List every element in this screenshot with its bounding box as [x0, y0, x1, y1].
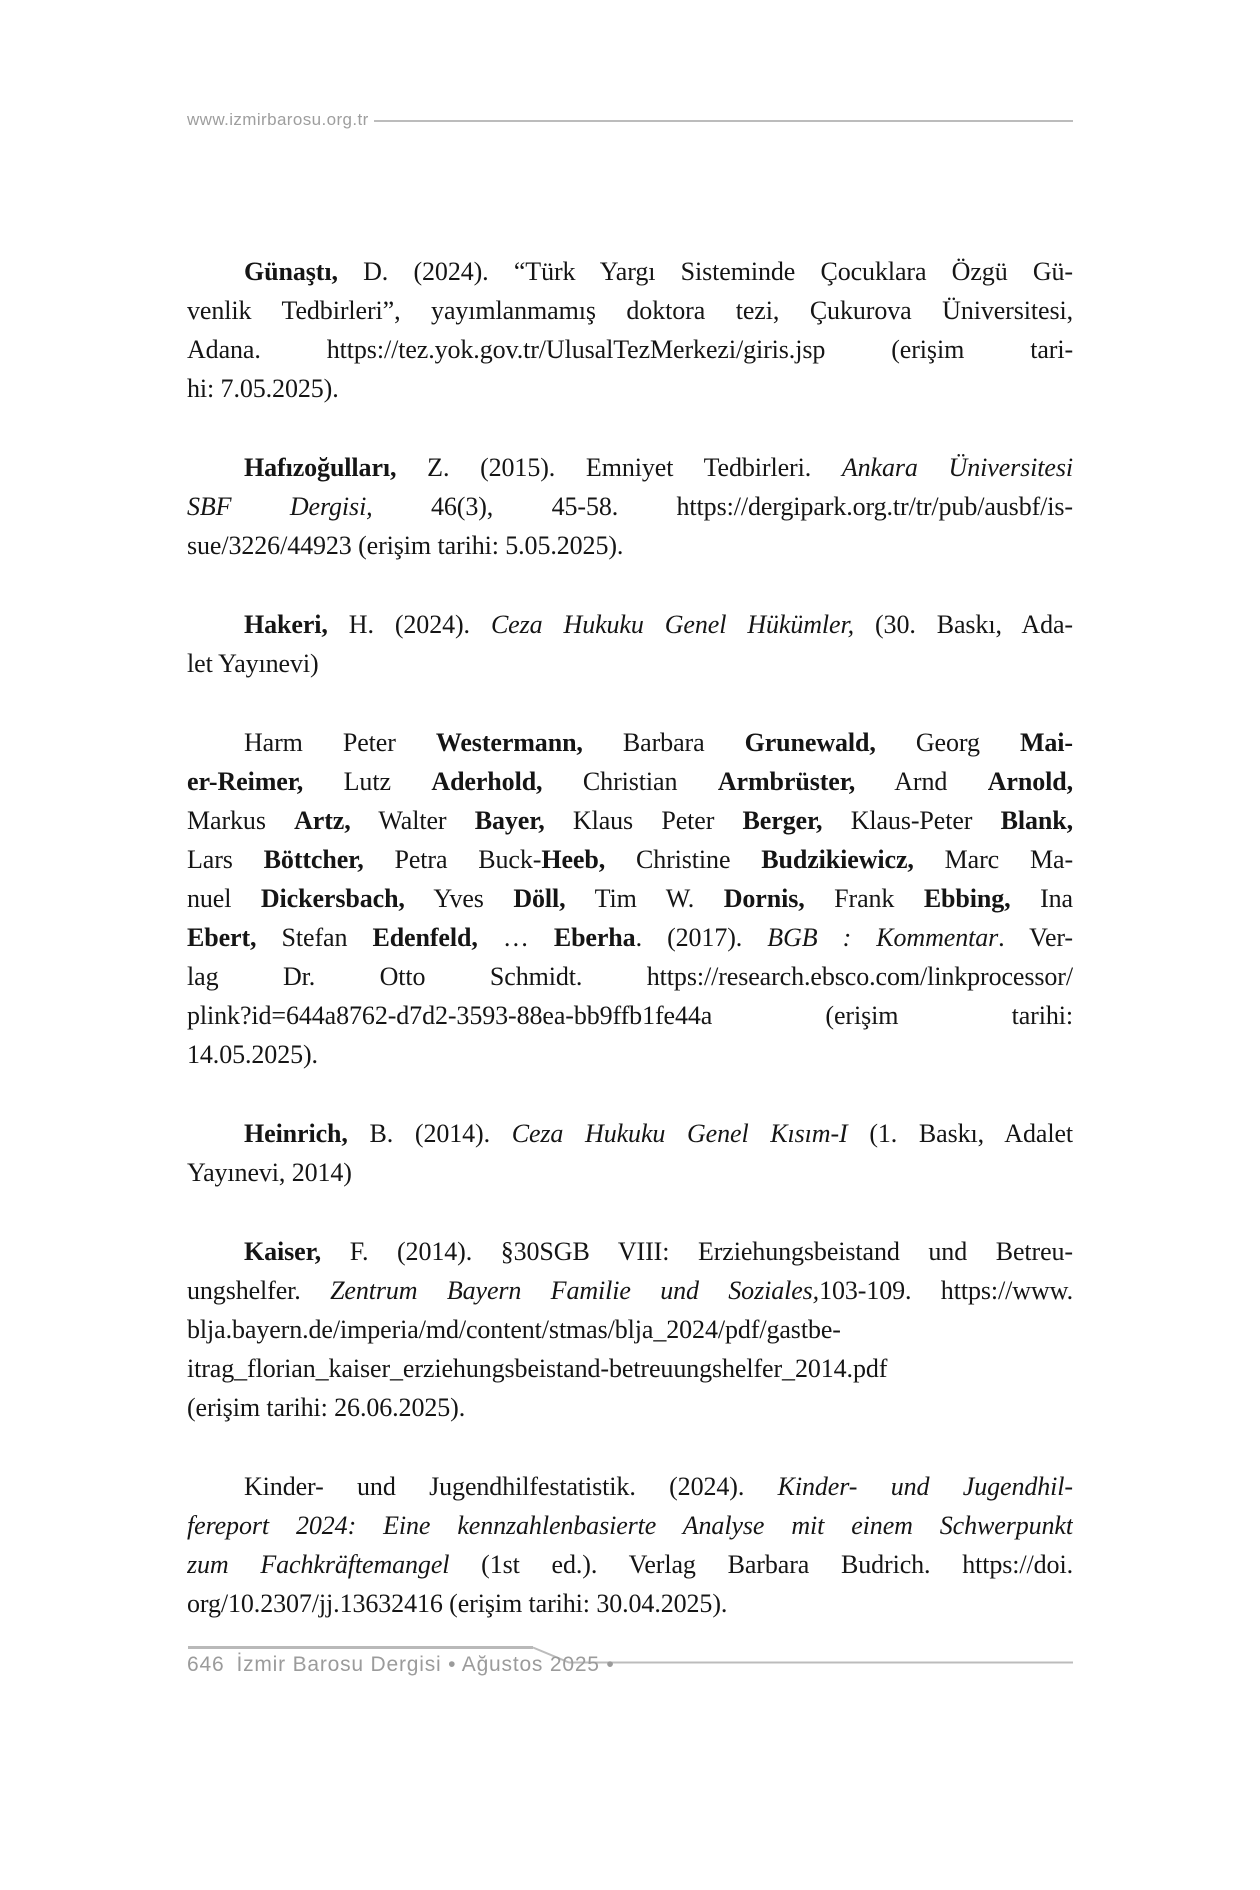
reference-text-segment: Z. (2015). Emniyet Tedbirleri.	[396, 453, 842, 482]
reference-text-segment: Dickersbach,	[260, 884, 405, 913]
page-number: 646	[187, 1653, 225, 1676]
reference-text-segment: Westermann,	[435, 728, 583, 757]
reference-text-segment: Kinder- und Jugendhil-	[777, 1472, 1073, 1501]
reference-line	[187, 723, 1073, 762]
reference-text-segment: Mai-	[1019, 728, 1073, 757]
reference-text-segment: Petra Buck-	[363, 845, 542, 874]
reference-text-segment: Böttcher,	[263, 845, 364, 874]
reference-text-segment: nuel	[187, 884, 261, 913]
reference-text-segment: Lars	[187, 845, 264, 874]
reference-line	[187, 1153, 1073, 1192]
reference-text-segment: sue/3226/44923 (erişim tarihi: 5.05.2025).	[187, 531, 624, 560]
reference-text-segment: venlik Tedbirleri”, yayımlanmamış doktora tezi, Çukurova Üniversitesi,	[187, 296, 1073, 325]
reference-line	[187, 1349, 1073, 1388]
reference-line	[187, 644, 1073, 683]
reference-entry	[187, 252, 1073, 408]
reference-line	[187, 1232, 1073, 1271]
page-header	[187, 110, 1073, 130]
reference-text-segment: 14.05.2025).	[187, 1040, 318, 1069]
reference-text-segment: ungshelfer.	[187, 1276, 331, 1305]
reference-line	[187, 1506, 1073, 1545]
reference-text-segment: Artz,	[294, 806, 351, 835]
reference-text-segment: hi: 7.05.2025).	[187, 374, 339, 403]
reference-text-segment: Markus	[187, 806, 295, 835]
reference-entry	[187, 1232, 1073, 1427]
reference-text-segment: Ceza Hukuku Genel Kısım-I	[511, 1119, 848, 1148]
reference-text-segment: Aderhold,	[431, 767, 543, 796]
reference-text-segment: Georg	[875, 728, 1020, 757]
header-rule	[374, 120, 1073, 122]
reference-line	[187, 605, 1073, 644]
reference-text-segment: Christian	[542, 767, 718, 796]
reference-entry	[187, 448, 1073, 565]
reference-line	[187, 1545, 1073, 1584]
reference-text-segment: Ankara Üniversitesi	[841, 453, 1073, 482]
reference-line	[187, 840, 1073, 879]
reference-text-segment: (30. Baskı, Ada-	[854, 610, 1073, 639]
reference-text-segment: H. (2024).	[327, 610, 491, 639]
reference-text-segment: Klaus-Peter	[822, 806, 1001, 835]
reference-line	[187, 1467, 1073, 1506]
page-footer	[187, 1645, 1073, 1695]
reference-text-segment: Frank	[804, 884, 924, 913]
reference-line	[187, 291, 1073, 330]
reference-text-segment: Bayer,	[474, 806, 545, 835]
reference-text-segment: Ebert,	[187, 923, 257, 952]
footer-text	[187, 1653, 615, 1677]
reference-line	[187, 996, 1073, 1035]
reference-line	[187, 1584, 1073, 1623]
reference-text-segment: Adana. https://tez.yok.gov.tr/UlusalTezMerkezi/giris.jsp (erişim tari-	[187, 335, 1073, 364]
reference-text-segment: plink?id=644a8762-d7d2-3593-88ea-bb9ffb1fe44a (erişim tarihi:	[187, 1001, 1073, 1030]
reference-line	[187, 1388, 1073, 1427]
reference-text-segment: Günaştı,	[244, 257, 338, 286]
reference-text-segment: Kinder- und Jugendhilfestatistik. (2024).	[244, 1472, 778, 1501]
reference-line	[187, 526, 1073, 565]
reference-line	[187, 487, 1073, 526]
reference-text-segment: itrag_florian_kaiser_erziehungsbeistand-betreuungshelfer_2014.pdf	[187, 1354, 888, 1383]
reference-line	[187, 762, 1073, 801]
reference-line	[187, 1114, 1073, 1153]
reference-text-segment: Walter	[350, 806, 475, 835]
reference-text-segment: Harm Peter	[244, 728, 436, 757]
reference-text-segment: Barbara	[582, 728, 745, 757]
reference-text-segment: fereport 2024: Eine kennzahlenbasierte Analyse mit einem Schwerpunkt	[187, 1511, 1073, 1540]
reference-text-segment: Heinrich,	[244, 1119, 348, 1148]
reference-text-segment: er-Reimer,	[187, 767, 304, 796]
reference-text-segment: org/10.2307/jj.13632416 (erişim tarihi: 30.04.2025).	[187, 1589, 728, 1618]
reference-text-segment: Zentrum Bayern Familie und Soziales,	[330, 1276, 820, 1305]
reference-entry	[187, 605, 1073, 683]
reference-text-segment: . (2017).	[635, 923, 768, 952]
reference-text-segment: Heeb,	[541, 845, 606, 874]
reference-line	[187, 1271, 1073, 1310]
reference-text-segment: (1. Baskı, Adalet	[847, 1119, 1073, 1148]
reference-text-segment: (1st ed.). Verlag Barbara Budrich. https://doi.	[449, 1550, 1073, 1579]
reference-text-segment: blja.bayern.de/imperia/md/content/stmas/blja_2024/pdf/gastbe-	[187, 1315, 841, 1344]
reference-text-segment: Arnold,	[987, 767, 1073, 796]
reference-text-segment: F. (2014). §30SGB VIII: Erziehungsbeistand und Betreu-	[321, 1237, 1073, 1266]
reference-text-segment: Edenfeld,	[372, 923, 478, 952]
reference-text-segment: Kaiser,	[244, 1237, 322, 1266]
reference-text-segment: Stefan	[256, 923, 373, 952]
reference-text-segment: BGB : Kommentar	[767, 923, 999, 952]
reference-entry	[187, 723, 1073, 1074]
reference-text-segment: (erişim tarihi: 26.06.2025).	[187, 1393, 466, 1422]
reference-text-segment: Christine	[605, 845, 762, 874]
reference-line	[187, 369, 1073, 408]
reference-text-segment: Ina	[1010, 884, 1073, 913]
reference-text-segment: B. (2014).	[347, 1119, 512, 1148]
reference-line	[187, 1310, 1073, 1349]
reference-text-segment: Klaus Peter	[544, 806, 743, 835]
reference-text-segment: Yayınevi, 2014)	[187, 1158, 352, 1187]
website-url: www.izmirbarosu.org.tr	[187, 110, 369, 129]
reference-text-segment: lag Dr. Otto Schmidt. https://research.ebsco.com/linkprocessor/	[187, 962, 1073, 991]
reference-line	[187, 1035, 1073, 1074]
reference-line	[187, 801, 1073, 840]
reference-text-segment: let Yayınevi)	[187, 649, 319, 678]
reference-text-segment: Hafızoğulları,	[244, 453, 397, 482]
reference-text-segment: …	[477, 923, 554, 952]
reference-text-segment: 46(3), 45-58. https://dergipark.org.tr/tr/pub/ausbf/is-	[372, 492, 1073, 521]
reference-text-segment: Hakeri,	[244, 610, 328, 639]
reference-entry	[187, 1114, 1073, 1192]
reference-text-segment: Arnd	[855, 767, 988, 796]
reference-text-segment: zum Fachkräftemangel	[187, 1550, 450, 1579]
reference-text-segment: . Ver-	[998, 923, 1073, 952]
reference-line	[187, 252, 1073, 291]
reference-text-segment: Budzikiewicz,	[761, 845, 914, 874]
reference-entry	[187, 1467, 1073, 1623]
reference-text-segment: D. (2024). “Türk Yargı Sisteminde Çocuklara Özgü Gü-	[337, 257, 1073, 286]
reference-text-segment: Ebbing,	[923, 884, 1011, 913]
reference-text-segment: 103-109. https://www.	[819, 1276, 1073, 1305]
reference-text-segment: SBF Dergisi,	[187, 492, 373, 521]
reference-text-segment: Marc Ma-	[913, 845, 1073, 874]
reference-text-segment: Blank,	[1000, 806, 1073, 835]
reference-text-segment: Ceza Hukuku Genel Hükümler,	[490, 610, 855, 639]
reference-text-segment: Eberha	[553, 923, 636, 952]
reference-text-segment: Yves	[404, 884, 514, 913]
reference-text-segment: Berger,	[742, 806, 823, 835]
reference-line	[187, 448, 1073, 487]
reference-text-segment: Lutz	[303, 767, 432, 796]
journal-title-text: İzmir Barosu Dergisi • Ağustos 2025 •	[236, 1653, 615, 1676]
reference-line	[187, 879, 1073, 918]
reference-text-segment: Armbrüster,	[717, 767, 856, 796]
reference-text-segment: Döll,	[513, 884, 566, 913]
reference-line	[187, 957, 1073, 996]
reference-text-segment: Dornis,	[723, 884, 805, 913]
reference-line	[187, 330, 1073, 369]
reference-text-segment: Tim W.	[565, 884, 724, 913]
references-list	[187, 252, 1073, 1623]
reference-text-segment: Grunewald,	[744, 728, 876, 757]
reference-line	[187, 918, 1073, 957]
